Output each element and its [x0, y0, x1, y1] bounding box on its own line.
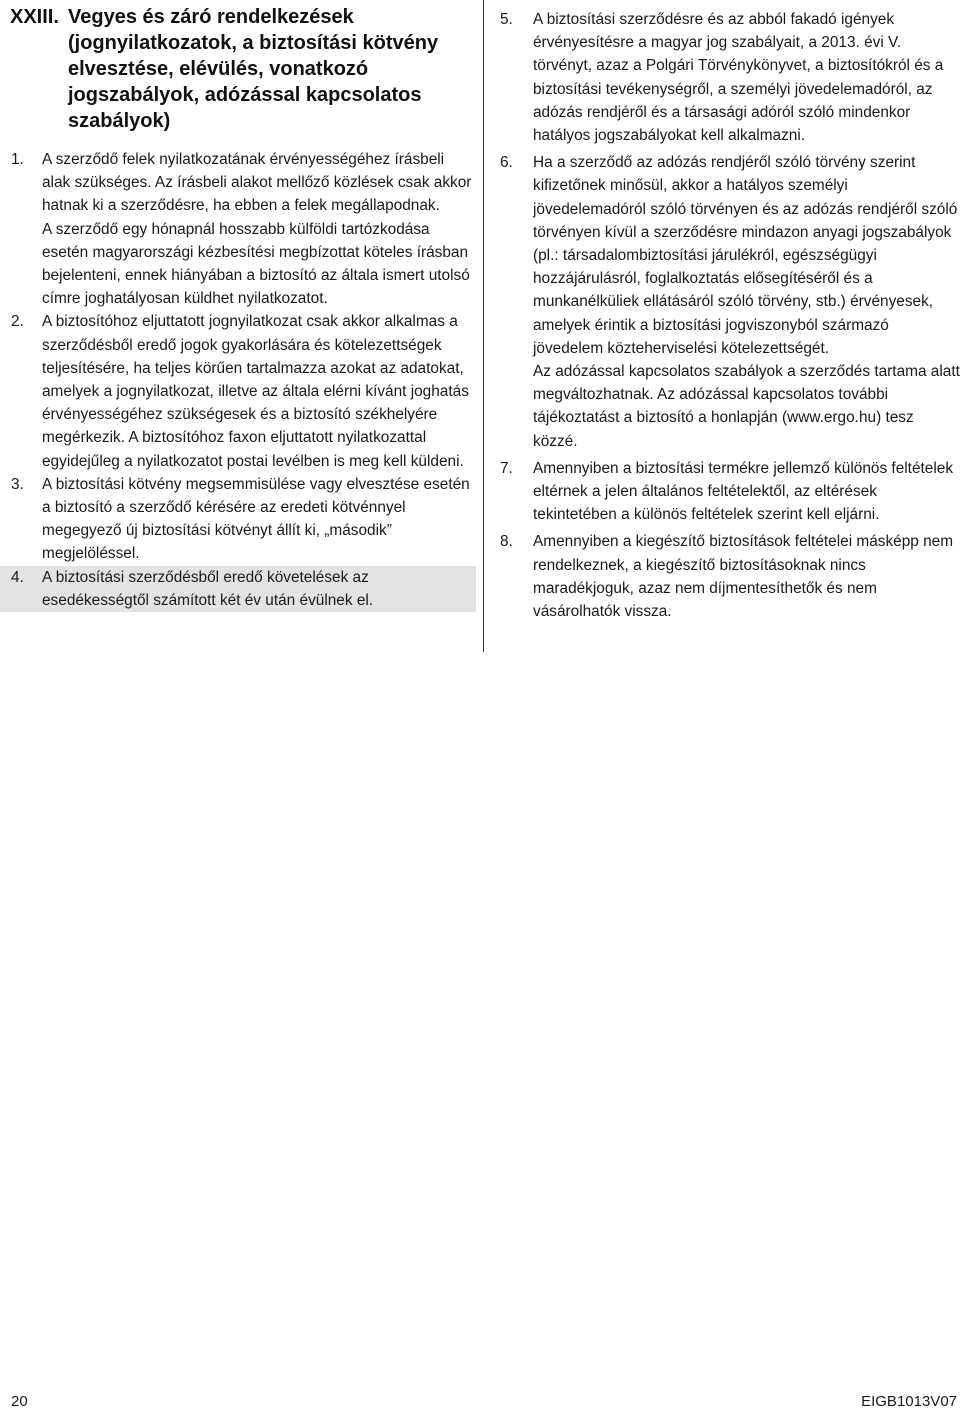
right-column	[498, 8, 960, 627]
provision-number: 1.	[11, 151, 24, 168]
provision-number: 7.	[500, 459, 513, 477]
provision-number: 6.	[500, 154, 513, 172]
provision-item-7	[498, 457, 960, 527]
provision-paragraph: A biztosítási kötvény megsemmisülése vagy elvesztése esetén a biztosító a szerződő kérésére az eredeti kötvénnyel megegyező új biztosítási kötvényt állít ki, „második” megjelöléssel.	[42, 475, 470, 563]
column-divider	[483, 0, 484, 652]
document-code: EIGB1013V07	[861, 1393, 957, 1410]
provision-item-2	[0, 310, 480, 472]
left-provisions-list	[0, 148, 480, 612]
provision-paragraph: Ha a szerződő az adózás rendjéről szóló törvény szerint kifizetőnek minősül, akkor a hatályos személyi jövedelemadóról szóló törvényen és az adózás rendjéről szóló törvényen kívül a szerződésre mindazon anyagi jogszabályok (pl.: társadalombiztosítási járulékról, egészségügyi hozzájárulásról, foglalkoztatás elősegítéséről és a munkanélküliek ellátásáról szóló törvény, stb.) érvényesek, amelyek érintik a biztosítási jogviszonyból származó jövedelem közteherviselési kötelezettségét.	[533, 154, 958, 357]
section-heading	[0, 4, 480, 134]
right-provisions-list	[498, 8, 960, 623]
provision-number: 2.	[11, 313, 24, 331]
provision-paragraph: A biztosítási szerződésre és az abból fakadó igények érvényesítésre a magyar jog szabályait, a 2013. évi V. törvényt, azaz a Polgári Törvénykönyvet, a biztosítókról és a biztosítási tevékenységről, a személyi jövedelemadóról, az adózás rendjéről és a társasági adóról szóló mindenkor hatályos jogszabályokat kell alkalmazni.	[533, 11, 944, 145]
left-column	[0, 4, 480, 612]
provision-paragraph: A szerződő egy hónapnál hosszabb külföldi tartózkodása esetén magyarországi kézbesítési megbízottat köteles írásban bejelenteni, ennek hiányában a biztosító az általa ismert utolsó címre joghatályosan küldhet nyilatkozatot.	[42, 220, 470, 308]
provision-item-8	[498, 530, 960, 623]
provision-item-6	[498, 151, 960, 453]
provision-paragraph: Az adózással kapcsolatos szabályok a szerződés tartama alatt megváltozhatnak. Az adózással kapcsolatos további tájékoztatást a biztosító a honlapján (www.ergo.hu) tesz közzé.	[533, 363, 960, 450]
provision-number: 4.	[11, 568, 24, 586]
provision-number: 3.	[11, 475, 24, 493]
provision-paragraph: A szerződő felek nyilatkozatának érvényességéhez írásbeli alak szükséges. Az írásbeli alakot mellőző közlések csak akkor hatnak ki a szerződésre, ha ebben a felek megállapodnak.	[42, 151, 472, 215]
provision-paragraph: A biztosítási szerződésből eredő követelések az esedékességtől számított két év után évülnek el.	[42, 568, 374, 609]
provision-number: 8.	[500, 533, 513, 551]
provision-item-5	[498, 8, 960, 147]
section-number: XXIII.	[10, 6, 59, 28]
provision-paragraph: Amennyiben a biztosítási termékre jellemző különös feltételek eltérnek a jelen általános feltételektől, az eltérések tekintetében a különös feltételek szerint kell eljárni.	[533, 459, 954, 524]
provision-item-3	[0, 473, 480, 566]
provision-paragraph: Amennyiben a kiegészítő biztosítások feltételei másképp nem rendelkeznek, a kiegészítő biztosításoknak nincs maradékjoguk, azaz nem díjmentesíthetők és nem vásárolhatók vissza.	[533, 533, 954, 621]
provision-item-1	[0, 148, 480, 310]
page-number: 20	[11, 1393, 28, 1410]
provision-number: 5.	[500, 11, 513, 28]
section-title: Vegyes és záró rendelkezések (jognyilatkozatok, a biztosítási kötvény elvesztése, elévülés, vonatkozó jogszabályok, adózással kapcsolatos szabályok)	[68, 6, 439, 132]
provision-paragraph: A biztosítóhoz eljuttatott jognyilatkozat csak akkor alkalmas a szerződésből eredő jogok gyakorlására és kötelezettségek teljesítésére, ha teljes körűen tartalmazza azokat az adatokat, amelyek a jognyilatkozat, illetve az általa elérni kívánt joghatás érvényességéhez szükségesek és a biztosító székhelyére megérkezik. A biztosítóhoz faxon eljuttatott nyilatkozattal egyidejűleg a nyilatkozatot postai levélben is meg kell küldeni.	[42, 313, 469, 470]
provision-item-4-highlighted	[0, 566, 476, 612]
